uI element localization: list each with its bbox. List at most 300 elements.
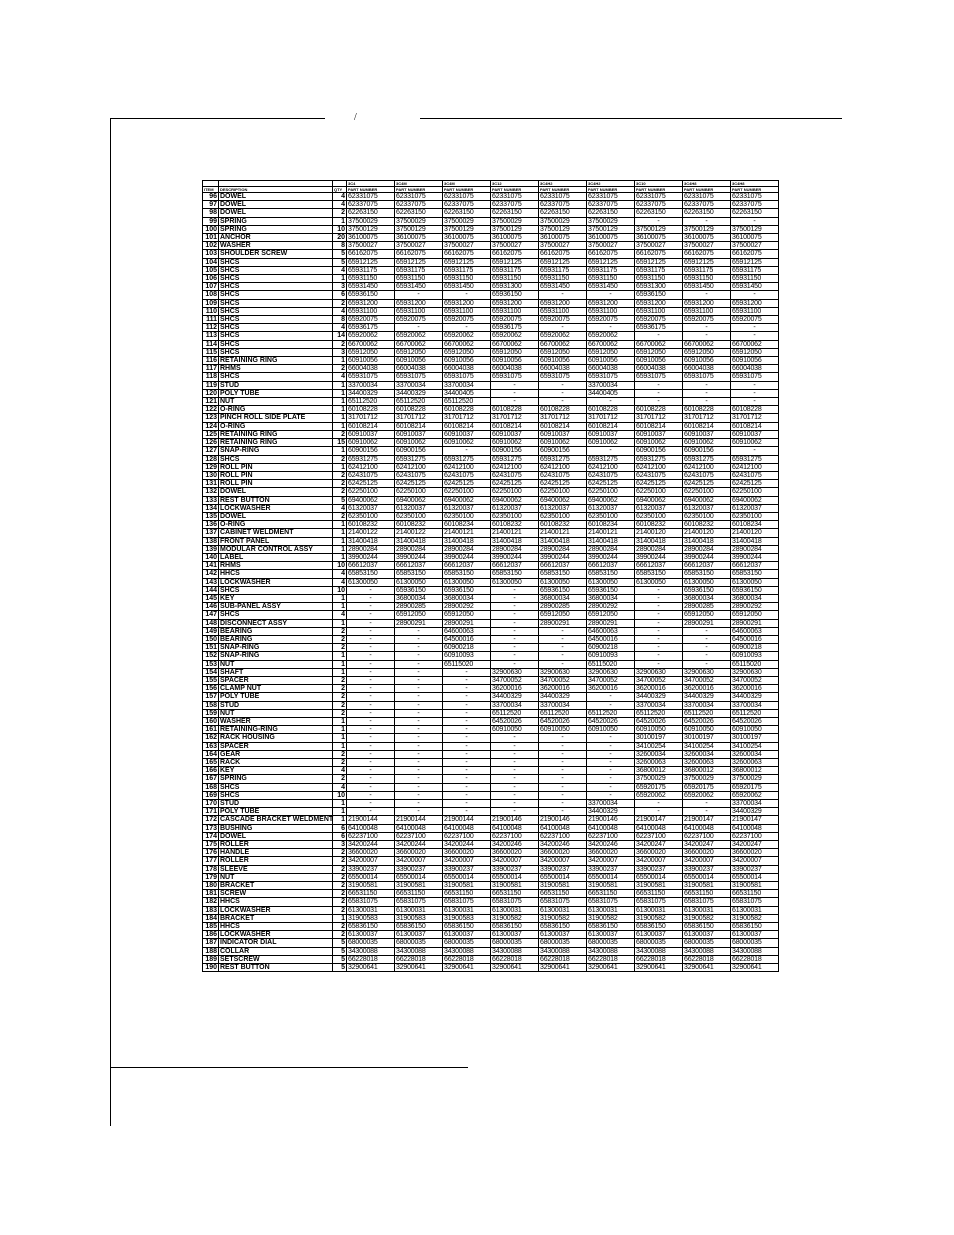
description-cell: RHMS xyxy=(219,562,333,570)
item-number-cell: 174 xyxy=(203,832,219,840)
description-cell: SHCS xyxy=(219,586,333,594)
part-number-cell: 62263150 xyxy=(347,209,395,217)
table-row xyxy=(203,627,779,635)
table-row xyxy=(203,266,779,274)
part-number-cell: 64100048 xyxy=(635,824,683,832)
part-number-cell: 66612037 xyxy=(635,562,683,570)
part-number-cell: 32600063 xyxy=(683,759,731,767)
part-number-cell: - xyxy=(395,660,443,668)
part-number-cell: 34700052 xyxy=(731,676,779,684)
part-number-cell: 60108228 xyxy=(731,406,779,414)
part-number-cell: 36100075 xyxy=(491,234,539,242)
part-number-cell: - xyxy=(539,627,587,635)
part-number-cell: 64500016 xyxy=(731,635,779,643)
part-number-cell: 60108228 xyxy=(443,406,491,414)
part-number-cell: 60910050 xyxy=(587,726,635,734)
part-number-cell: 65931300 xyxy=(491,283,539,291)
table-row xyxy=(203,365,779,373)
part-number-cell: 66004038 xyxy=(491,365,539,373)
item-number-cell: 130 xyxy=(203,471,219,479)
part-number-cell: 65853150 xyxy=(491,570,539,578)
qty-cell: 1 xyxy=(333,398,347,406)
description-cell: POLY TUBE xyxy=(219,808,333,816)
part-number-cell: - xyxy=(587,791,635,799)
table-row xyxy=(203,316,779,324)
part-number-cell: - xyxy=(347,635,395,643)
part-number-cell: 69400062 xyxy=(587,496,635,504)
part-number-cell: - xyxy=(395,750,443,758)
part-number-cell: 60108234 xyxy=(443,521,491,529)
part-number-cell: 31900581 xyxy=(683,882,731,890)
part-number-cell: - xyxy=(491,652,539,660)
description-cell: CLAMP NUT xyxy=(219,685,333,693)
part-number-cell: 60910037 xyxy=(347,430,395,438)
part-number-cell: 65836150 xyxy=(395,923,443,931)
part-number-cell: 65931275 xyxy=(683,455,731,463)
description-cell: LOCKWASHER xyxy=(219,931,333,939)
part-number-cell: 62331075 xyxy=(587,193,635,201)
part-number-cell: 65931275 xyxy=(443,455,491,463)
qty-cell: 2 xyxy=(333,512,347,520)
description-cell: ROLL PIN xyxy=(219,471,333,479)
part-number-cell: 65853150 xyxy=(635,570,683,578)
part-number-cell: 60910062 xyxy=(395,439,443,447)
description-cell: RETAINING RING xyxy=(219,439,333,447)
part-number-cell: 32900641 xyxy=(347,964,395,972)
part-number-cell: 65931175 xyxy=(731,266,779,274)
part-number-cell: 66228018 xyxy=(683,955,731,963)
part-number-cell: 65112520 xyxy=(683,709,731,717)
part-number-cell: 65912050 xyxy=(683,348,731,356)
part-number-cell: 28900284 xyxy=(587,545,635,553)
part-number-cell: - xyxy=(539,652,587,660)
part-number-cell: 62250100 xyxy=(683,488,731,496)
part-number-cell: - xyxy=(683,808,731,816)
part-number-cell: 60900156 xyxy=(683,447,731,455)
part-number-cell: 28900291 xyxy=(731,619,779,627)
part-number-cell: 62431075 xyxy=(539,471,587,479)
part-number-cell: 37500129 xyxy=(587,225,635,233)
description-cell: SHCS xyxy=(219,307,333,315)
description-cell: DOWEL xyxy=(219,832,333,840)
qty-cell: 1 xyxy=(333,529,347,537)
part-number-cell: 60108214 xyxy=(539,422,587,430)
item-number-cell: 189 xyxy=(203,955,219,963)
part-number-cell: 37500027 xyxy=(443,242,491,250)
part-number-cell: 62237100 xyxy=(539,832,587,840)
part-number-cell: - xyxy=(635,586,683,594)
part-number-cell: 61300037 xyxy=(395,931,443,939)
qty-cell: 4 xyxy=(333,307,347,315)
description-cell: SHCS xyxy=(219,611,333,619)
part-number-cell: 34300088 xyxy=(683,947,731,955)
part-number-cell: 62425125 xyxy=(635,480,683,488)
part-number-cell: 36200016 xyxy=(683,685,731,693)
part-number-cell: 65931275 xyxy=(635,455,683,463)
part-number-cell: 61320037 xyxy=(683,504,731,512)
part-number-cell: - xyxy=(347,759,395,767)
qty-cell: 8 xyxy=(333,316,347,324)
description-cell: LABEL xyxy=(219,553,333,561)
qty-cell: 1 xyxy=(333,217,347,225)
part-number-cell: 31900582 xyxy=(491,914,539,922)
part-number-cell: 31900582 xyxy=(635,914,683,922)
description-cell: BUSHING xyxy=(219,824,333,832)
part-number-cell: 65936150 xyxy=(683,586,731,594)
part-number-cell: 32900630 xyxy=(731,668,779,676)
description-cell: SPRING xyxy=(219,217,333,225)
table-row xyxy=(203,718,779,726)
part-number-cell: - xyxy=(347,660,395,668)
table-row xyxy=(203,562,779,570)
part-number-cell: 61300031 xyxy=(539,906,587,914)
description-cell: GEAR xyxy=(219,750,333,758)
table-row xyxy=(203,193,779,201)
table-row xyxy=(203,660,779,668)
description-cell: SHCS xyxy=(219,373,333,381)
part-number-cell: - xyxy=(491,791,539,799)
part-number-cell: 65853150 xyxy=(539,570,587,578)
part-number-cell: 62412100 xyxy=(539,463,587,471)
part-number-cell: 36800012 xyxy=(683,767,731,775)
part-number-cell: 65931100 xyxy=(395,307,443,315)
part-number-cell: 32900641 xyxy=(443,964,491,972)
model-header: 3C10 xyxy=(635,181,683,187)
part-number-cell: 28900291 xyxy=(443,619,491,627)
part-number-cell: - xyxy=(539,775,587,783)
qty-cell: 4 xyxy=(333,570,347,578)
part-number-cell: 65931275 xyxy=(731,455,779,463)
part-number-cell: - xyxy=(539,635,587,643)
part-number-cell: 33900237 xyxy=(635,865,683,873)
table-row xyxy=(203,471,779,479)
part-number-cell: 61300037 xyxy=(635,931,683,939)
part-number-cell: 32900630 xyxy=(539,668,587,676)
part-number-cell: - xyxy=(635,603,683,611)
qty-cell: 1 xyxy=(333,652,347,660)
part-number-cell: 64100048 xyxy=(539,824,587,832)
description-cell: SHCS xyxy=(219,455,333,463)
part-number-cell: 36100075 xyxy=(683,234,731,242)
part-number-cell: 66162075 xyxy=(539,250,587,258)
item-number-cell: 104 xyxy=(203,258,219,266)
part-number-cell: - xyxy=(395,718,443,726)
part-number-cell: - xyxy=(443,783,491,791)
part-number-cell: 34200007 xyxy=(731,857,779,865)
part-number-cell: - xyxy=(635,652,683,660)
part-number-cell: 31400418 xyxy=(683,537,731,545)
part-number-cell: - xyxy=(395,668,443,676)
part-number-cell: 60108228 xyxy=(347,406,395,414)
part-number-cell: 65912125 xyxy=(347,258,395,266)
part-number-cell: 31400418 xyxy=(587,537,635,545)
item-number-cell: 103 xyxy=(203,250,219,258)
part-number-cell: 66612037 xyxy=(731,562,779,570)
part-number-cell: 31701712 xyxy=(587,414,635,422)
part-number-cell: 65931175 xyxy=(587,266,635,274)
part-number-cell: 66531150 xyxy=(443,890,491,898)
table-row xyxy=(203,488,779,496)
part-number-cell: 65931275 xyxy=(395,455,443,463)
item-number-cell: 190 xyxy=(203,964,219,972)
part-number-cell: 60910037 xyxy=(491,430,539,438)
part-number-cell: 62263150 xyxy=(539,209,587,217)
part-number-cell: 65931175 xyxy=(443,266,491,274)
part-number-cell: 31400418 xyxy=(635,537,683,545)
part-number-cell: - xyxy=(635,619,683,627)
item-number-cell: 162 xyxy=(203,734,219,742)
part-number-cell: - xyxy=(347,734,395,742)
part-number-cell: 62431075 xyxy=(731,471,779,479)
item-number-cell: 138 xyxy=(203,537,219,545)
description-cell: NUT xyxy=(219,873,333,881)
part-number-cell: - xyxy=(731,381,779,389)
part-number-cell: - xyxy=(539,767,587,775)
part-number-cell: 62263150 xyxy=(443,209,491,217)
item-number-cell: 171 xyxy=(203,808,219,816)
part-number-cell: 62250100 xyxy=(731,488,779,496)
qty-cell: 1 xyxy=(333,742,347,750)
part-number-cell: 60108214 xyxy=(635,422,683,430)
part-number-cell: 65920175 xyxy=(635,783,683,791)
qty-cell: 2 xyxy=(333,644,347,652)
description-cell: SHCS xyxy=(219,258,333,266)
qty-cell: 1 xyxy=(333,422,347,430)
item-number-cell: 150 xyxy=(203,635,219,643)
item-number-cell: 119 xyxy=(203,381,219,389)
part-number-cell: 60900156 xyxy=(347,447,395,455)
part-number-cell: 65936150 xyxy=(347,291,395,299)
part-number-cell: - xyxy=(443,701,491,709)
part-number-cell: 34200244 xyxy=(347,841,395,849)
bottom-rule xyxy=(110,1067,468,1068)
part-number-cell: 66612037 xyxy=(491,562,539,570)
part-number-cell: 34400329 xyxy=(731,808,779,816)
part-number-cell: 21900147 xyxy=(683,816,731,824)
part-number-cell: 37500027 xyxy=(731,242,779,250)
part-number-cell: - xyxy=(683,291,731,299)
part-number-cell: 69400062 xyxy=(491,496,539,504)
part-number-cell: 69400062 xyxy=(731,496,779,504)
part-number-cell: 64600063 xyxy=(587,627,635,635)
part-number-cell: 62412100 xyxy=(443,463,491,471)
description-cell: SUB-PANEL ASSY xyxy=(219,603,333,611)
part-number-cell: 65912050 xyxy=(443,611,491,619)
item-number-cell: 139 xyxy=(203,545,219,553)
item-number-cell: 124 xyxy=(203,422,219,430)
part-number-cell: 65920075 xyxy=(491,316,539,324)
item-number-cell: 137 xyxy=(203,529,219,537)
part-number-cell: 62263150 xyxy=(395,209,443,217)
part-number-cell: 60910050 xyxy=(635,726,683,734)
part-number-cell: - xyxy=(587,693,635,701)
part-number-cell: 65912050 xyxy=(587,611,635,619)
part-number-cell: 69400062 xyxy=(395,496,443,504)
model-header: 3C4 xyxy=(347,181,395,187)
part-number-cell: 65912050 xyxy=(587,348,635,356)
part-number-cell: - xyxy=(539,791,587,799)
qty-cell: 2 xyxy=(333,865,347,873)
qty-cell: 1 xyxy=(333,406,347,414)
part-number-cell: 60910056 xyxy=(491,357,539,365)
qty-cell: 2 xyxy=(333,882,347,890)
part-number-cell: - xyxy=(491,586,539,594)
part-number-cell: - xyxy=(731,447,779,455)
part-number-cell: 62425125 xyxy=(683,480,731,488)
part-number-cell: 66700062 xyxy=(491,340,539,348)
part-number-cell: 28900292 xyxy=(731,603,779,611)
part-number-cell: 21900146 xyxy=(539,816,587,824)
part-number-cell: 31900582 xyxy=(587,914,635,922)
part-number-cell: 65936150 xyxy=(491,291,539,299)
item-number-cell: 161 xyxy=(203,726,219,734)
part-number-cell: - xyxy=(443,324,491,332)
table-row xyxy=(203,209,779,217)
description-cell: BEARING xyxy=(219,627,333,635)
part-number-cell: 65931450 xyxy=(347,283,395,291)
part-number-cell: 62331075 xyxy=(539,193,587,201)
qty-cell: 1 xyxy=(333,726,347,734)
part-number-cell: - xyxy=(635,635,683,643)
part-number-cell: 32900630 xyxy=(683,668,731,676)
part-number-cell: 65931175 xyxy=(395,266,443,274)
part-number-cell: 65931150 xyxy=(635,275,683,283)
column-header-part-number: PART NUMBER xyxy=(635,187,683,193)
part-number-cell: 62431075 xyxy=(347,471,395,479)
part-number-cell: 60910056 xyxy=(347,357,395,365)
left-margin-rule xyxy=(110,118,111,1126)
part-number-cell: 62250100 xyxy=(395,488,443,496)
table-row xyxy=(203,430,779,438)
part-number-cell: 66531150 xyxy=(347,890,395,898)
part-number-cell: 62263150 xyxy=(731,209,779,217)
table-row xyxy=(203,832,779,840)
part-number-cell: - xyxy=(635,644,683,652)
part-number-cell: 65931100 xyxy=(539,307,587,315)
qty-cell: 5 xyxy=(333,258,347,266)
part-number-cell: 65931275 xyxy=(491,455,539,463)
part-number-cell: 21400121 xyxy=(491,529,539,537)
part-number-cell: - xyxy=(491,767,539,775)
part-number-cell: 65112520 xyxy=(443,398,491,406)
part-number-cell: 65936150 xyxy=(635,291,683,299)
table-row xyxy=(203,480,779,488)
part-number-cell: 68000035 xyxy=(731,939,779,947)
part-number-cell: 61320037 xyxy=(731,504,779,512)
part-number-cell: 37500129 xyxy=(539,225,587,233)
part-number-cell: - xyxy=(539,734,587,742)
table-row xyxy=(203,332,779,340)
part-number-cell: - xyxy=(587,783,635,791)
part-number-cell: 65931450 xyxy=(731,283,779,291)
item-number-cell: 123 xyxy=(203,414,219,422)
top-rule-left xyxy=(110,118,325,119)
part-number-cell: 32900641 xyxy=(539,964,587,972)
part-number-cell: - xyxy=(683,800,731,808)
part-number-cell: - xyxy=(347,685,395,693)
part-number-cell: 37500129 xyxy=(731,225,779,233)
description-cell: KEY xyxy=(219,594,333,602)
part-number-cell: - xyxy=(635,627,683,635)
column-header-part-number: PART NUMBER xyxy=(347,187,395,193)
part-number-cell: 65931175 xyxy=(491,266,539,274)
description-cell: SHCS xyxy=(219,791,333,799)
part-number-cell: 66612037 xyxy=(587,562,635,570)
table-row xyxy=(203,340,779,348)
part-number-cell: 65836150 xyxy=(731,923,779,931)
table-row xyxy=(203,898,779,906)
part-number-cell: 65931100 xyxy=(347,307,395,315)
part-number-cell: 65112520 xyxy=(635,709,683,717)
part-number-cell: 65920062 xyxy=(731,791,779,799)
table-row xyxy=(203,217,779,225)
table-row xyxy=(203,283,779,291)
part-number-cell: 62337075 xyxy=(539,201,587,209)
part-number-cell: 36600020 xyxy=(683,849,731,857)
part-number-cell: 60900156 xyxy=(395,447,443,455)
part-number-cell: - xyxy=(395,800,443,808)
qty-cell: 2 xyxy=(333,685,347,693)
part-number-cell: 65931150 xyxy=(347,275,395,283)
part-number-cell: 36100075 xyxy=(587,234,635,242)
part-number-cell: 31900583 xyxy=(347,914,395,922)
item-number-cell: 176 xyxy=(203,849,219,857)
qty-cell: 1 xyxy=(333,414,347,422)
part-number-cell: 60910037 xyxy=(635,430,683,438)
part-number-cell: 66162075 xyxy=(395,250,443,258)
part-number-cell: 66531150 xyxy=(587,890,635,898)
description-cell: DOWEL xyxy=(219,201,333,209)
part-number-cell: 31400418 xyxy=(539,537,587,545)
part-number-cell: 62263150 xyxy=(683,209,731,217)
item-number-cell: 120 xyxy=(203,389,219,397)
part-number-cell: 31400418 xyxy=(395,537,443,545)
part-number-cell: 65931150 xyxy=(491,275,539,283)
description-cell: STUD xyxy=(219,381,333,389)
part-number-cell: 65115020 xyxy=(443,660,491,668)
part-number-cell: 65920062 xyxy=(587,332,635,340)
part-number-cell: 31900581 xyxy=(443,882,491,890)
part-number-cell: 60910056 xyxy=(443,357,491,365)
part-number-cell: 33700034 xyxy=(539,701,587,709)
part-number-cell: - xyxy=(491,800,539,808)
part-number-cell: - xyxy=(395,767,443,775)
part-number-cell: 31701712 xyxy=(347,414,395,422)
description-cell: ROLL PIN xyxy=(219,480,333,488)
item-number-cell: 180 xyxy=(203,882,219,890)
description-cell: RETAINING-RING xyxy=(219,726,333,734)
part-number-cell: 66162075 xyxy=(443,250,491,258)
part-number-cell: 34200246 xyxy=(539,841,587,849)
part-number-cell: - xyxy=(635,611,683,619)
table-row xyxy=(203,603,779,611)
qty-cell: 15 xyxy=(333,439,347,447)
qty-cell: 1 xyxy=(333,537,347,545)
qty-cell: 2 xyxy=(333,849,347,857)
qty-cell: 4 xyxy=(333,193,347,201)
table-row xyxy=(203,824,779,832)
part-number-cell: 62237100 xyxy=(635,832,683,840)
part-number-cell: - xyxy=(635,398,683,406)
part-number-cell: 65931200 xyxy=(347,299,395,307)
table-row xyxy=(203,775,779,783)
part-number-cell: 65912050 xyxy=(731,611,779,619)
part-number-cell: 28900291 xyxy=(683,619,731,627)
part-number-cell: 60108214 xyxy=(443,422,491,430)
part-number-cell: 37500129 xyxy=(635,225,683,233)
qty-cell: 2 xyxy=(333,857,347,865)
part-number-cell: 33900237 xyxy=(491,865,539,873)
